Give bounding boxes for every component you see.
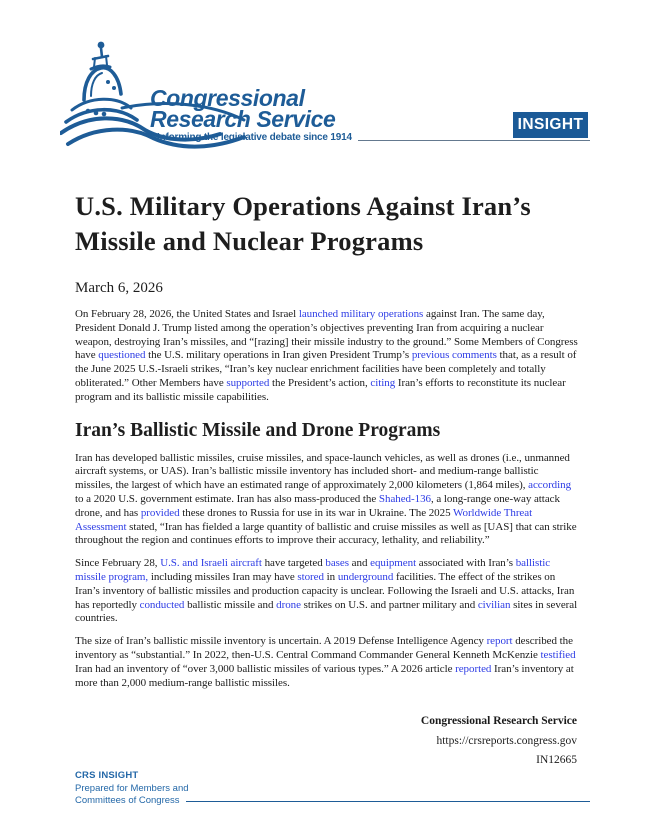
inline-link[interactable]: Shahed-136 bbox=[378, 492, 431, 505]
text-run: facilities. The effect of the strikes on Iran’s inventory of ballistic missiles and production capacity is unclear. Following the Israeli and U.S. attacks, Iran has reportedly bbox=[75, 570, 575, 611]
text-run: Since February 28, bbox=[75, 557, 161, 570]
text-run: sites in several countries. bbox=[75, 598, 578, 625]
text-run: ballistic missile and bbox=[184, 598, 277, 611]
inline-link[interactable]: launched military operations bbox=[298, 308, 424, 320]
footer-doc-id: IN12665 bbox=[536, 754, 577, 766]
section-heading: Iran’s Ballistic Missile and Drone Programs bbox=[75, 419, 441, 441]
text-run: these drones to Russia for use in its war in Ukraine. The 2025 bbox=[179, 506, 454, 519]
footer-rule bbox=[186, 801, 590, 802]
text-run: associated with Iran’s bbox=[416, 557, 516, 570]
inline-link[interactable]: civilian bbox=[477, 598, 511, 611]
footer-crs-insight-label: CRS INSIGHT bbox=[75, 770, 139, 781]
text-run: and bbox=[348, 557, 371, 570]
inline-link[interactable]: report bbox=[486, 635, 513, 648]
section-paragraph-2 bbox=[75, 557, 578, 626]
inline-link[interactable]: ballistic missile program, bbox=[75, 557, 551, 583]
inline-link[interactable]: provided bbox=[140, 506, 180, 519]
document-title-line1: U.S. Military Operations Against Iran’s bbox=[75, 191, 531, 221]
footer-org: Congressional Research Service bbox=[420, 715, 577, 727]
logo-org-name bbox=[150, 85, 336, 132]
text-run: that, as a result of the June 2025 U.S.-Israeli strikes, “Iran’s key nuclear enrichment facilities have been completely and totally obliterated.” Other Members have bbox=[75, 349, 577, 389]
insight-badge: INSIGHT bbox=[513, 112, 588, 138]
footer-crs-insight-block bbox=[75, 770, 590, 808]
inline-link[interactable]: reported bbox=[455, 662, 492, 675]
logo-org-line1: Congressional bbox=[150, 85, 305, 111]
footer-publisher-block bbox=[421, 712, 577, 771]
text-run: in bbox=[323, 570, 338, 583]
inline-link[interactable]: drone bbox=[276, 598, 301, 611]
text-run: the President’s action, bbox=[269, 376, 371, 389]
inline-link[interactable]: questioned bbox=[98, 349, 146, 362]
document-title-line2: Missile and Nuclear Programs bbox=[75, 226, 424, 256]
text-run: stated, “Iran has fielded a large quantity of ballistic and cruise missiles as well as [UAS] that can strike throughout the region and continues efforts to improve their accuracy, lethality, and reliability.” bbox=[75, 520, 577, 547]
inline-link[interactable]: stored bbox=[297, 570, 324, 583]
inline-link[interactable]: Worldwide Threat Assessment bbox=[75, 506, 533, 533]
inline-link[interactable]: testified bbox=[540, 648, 576, 661]
text-run: to a 2020 U.S. government estimate. Iran has also mass-produced the bbox=[75, 492, 379, 505]
document-body bbox=[75, 189, 578, 690]
footer-url[interactable]: https://crsreports.congress.gov bbox=[436, 734, 577, 747]
text-run: The size of Iran’s ballistic missile inventory is uncertain. A 2019 Defense Intelligence Agency bbox=[75, 635, 487, 648]
section-paragraph-3 bbox=[75, 635, 578, 690]
text-run: the U.S. military operations in Iran given President Trump’s bbox=[145, 349, 412, 362]
inline-link[interactable]: equipment bbox=[370, 557, 417, 570]
document-title bbox=[75, 189, 578, 259]
footer-prepared-line: Prepared for Members and bbox=[75, 782, 189, 794]
header-rule bbox=[358, 140, 590, 141]
logo-org-line2: Research Service bbox=[150, 106, 336, 132]
text-run: strikes on U.S. and partner military and bbox=[300, 598, 478, 611]
inline-link[interactable]: previous comments bbox=[411, 349, 497, 362]
footer-committees-label: Committees of Congress bbox=[75, 795, 180, 806]
text-run: described the inventory as “substantial.” In 2022, then-U.S. Central Command Commander General Kenneth McKenzie bbox=[75, 635, 573, 661]
footer-committees-row bbox=[75, 795, 590, 808]
section-paragraph-1 bbox=[75, 452, 578, 549]
text-run: against Iran. The same day, President Donald J. Trump listed among the operation’s objectives preventing Iran from acquiring a nuclear weapon, destroying Iran’s missiles, and “[razing] their missile industry to the ground.” Some Members of Congress have bbox=[75, 308, 578, 362]
inline-link[interactable]: underground bbox=[337, 570, 394, 583]
intro-paragraph bbox=[75, 308, 578, 405]
text-run: Iran has developed ballistic missiles, cruise missiles, and space-launch vehicles, as well as drones (i.e., unmanned aircraft systems, or UAS). Iran’s ballistic missile inventory has included short- and medium-range ballistic missiles, the largest of which have an estimated range of approximately 2,000 kilometers (1,864 miles), bbox=[75, 451, 570, 492]
logo-tagline: Informing the legislative debate since 1914 bbox=[157, 132, 352, 143]
inline-link[interactable]: conducted bbox=[139, 598, 185, 611]
document-date: March 6, 2026 bbox=[75, 280, 163, 296]
text-run: including missiles Iran may have bbox=[148, 570, 298, 583]
inline-link[interactable]: supported bbox=[226, 376, 270, 389]
inline-link[interactable]: according bbox=[528, 479, 572, 492]
text-run: , a long-range one-way attack drone, and has bbox=[75, 492, 560, 519]
inline-link[interactable]: citing bbox=[370, 376, 396, 389]
text-run: On February 28, 2026, the United States and Israel bbox=[75, 308, 299, 320]
text-run: Iran’s efforts to reconstitute its nuclear program and its ballistic missile capabilities. bbox=[75, 376, 566, 403]
text-run: Iran’s inventory at more than 2,000 medium-range ballistic missiles. bbox=[75, 662, 574, 689]
text-run: Iran had an inventory of “over 3,000 ballistic missiles of various types.” A 2026 article bbox=[75, 662, 456, 675]
inline-link[interactable]: bases bbox=[325, 557, 349, 570]
text-run: have targeted bbox=[261, 557, 326, 570]
inline-link[interactable]: U.S. and Israeli aircraft bbox=[160, 557, 262, 570]
